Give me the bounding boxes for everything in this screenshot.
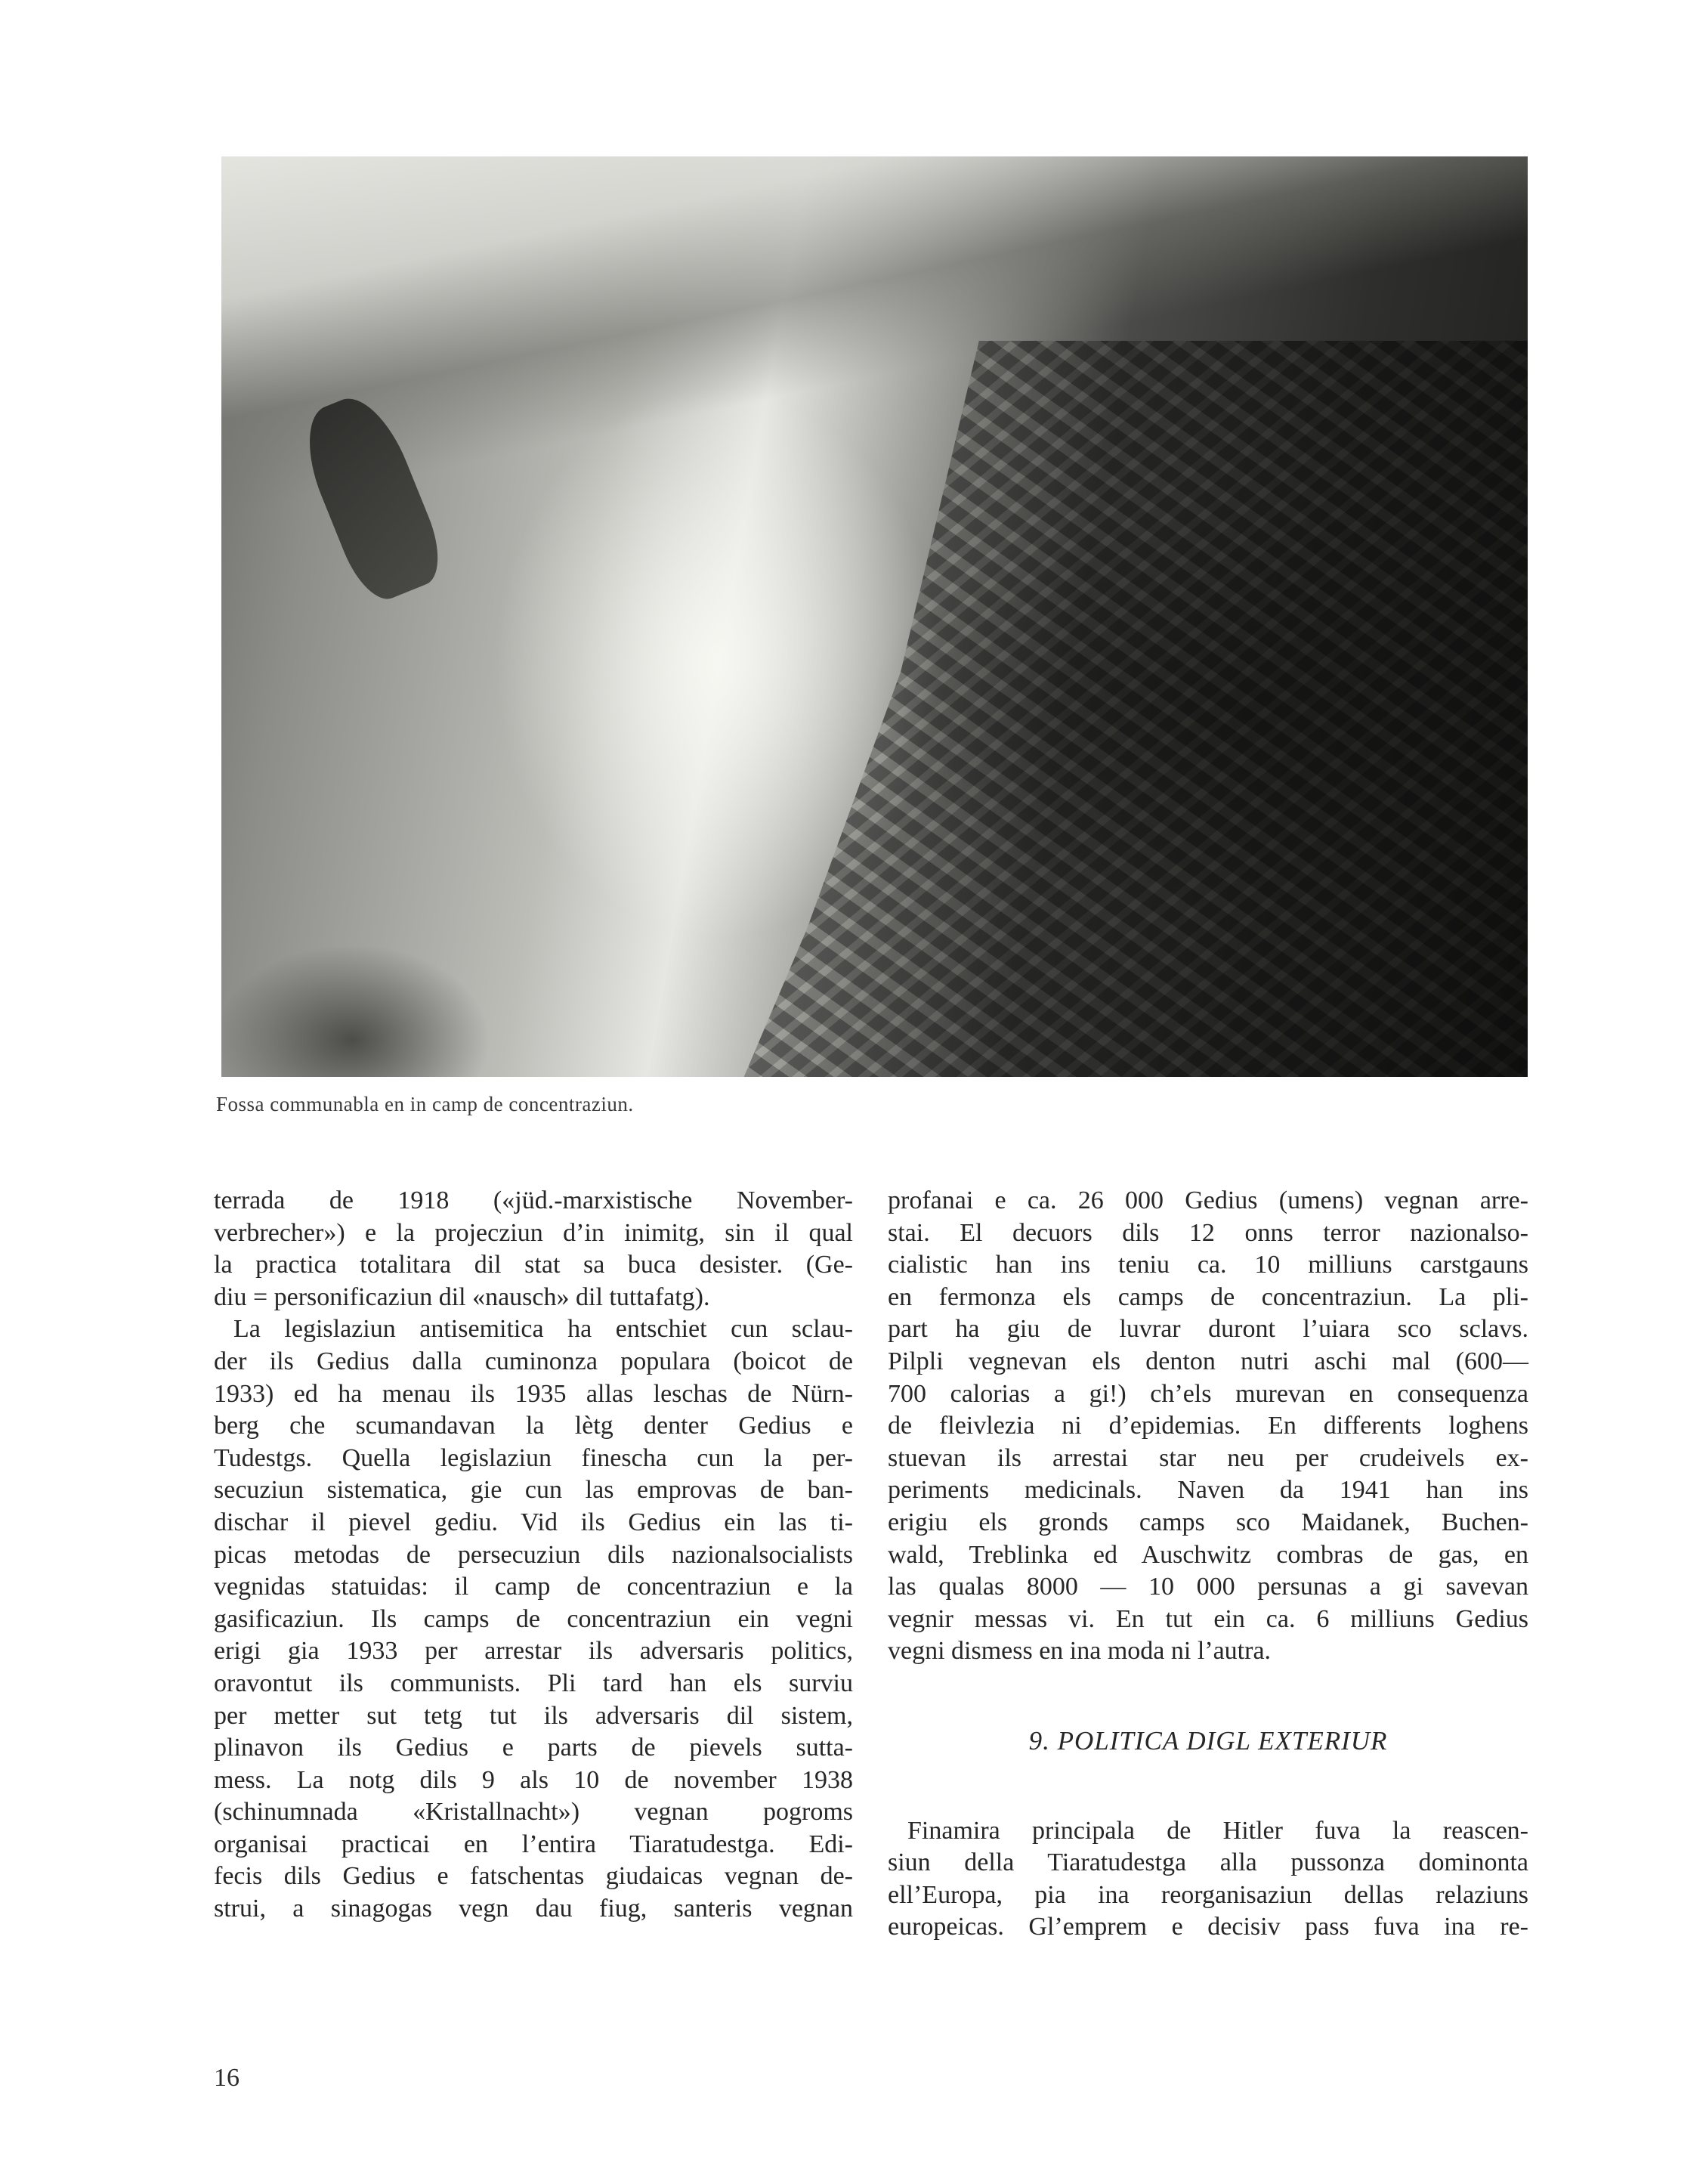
text-line: vegnir messas vi. En tut ein ca. 6 milliuns Gedius <box>888 1604 1528 1633</box>
text-line: siun della Tiaratudestga alla pussonza dominonta <box>888 1848 1528 1877</box>
text-line: per metter sut tetg tut ils adversaris dil sistem, <box>214 1701 853 1730</box>
text-line: dischar il pievel gediu. Vid ils Gedius ein las ti- <box>214 1508 853 1536</box>
text-line: erigiu els gronds camps sco Maidanek, Buchen- <box>888 1508 1528 1536</box>
text-line: fecis dils Gedius e fatschentas giudaicas vegnan de- <box>214 1862 853 1891</box>
left-text-column <box>214 1185 853 1926</box>
text-line: en fermonza els camps de concentraziun. La pli- <box>888 1282 1528 1311</box>
text-line: profanai e ca. 26 000 Gedius (umens) vegnan arre- <box>888 1186 1528 1214</box>
text-line: vegnidas statuidas: il camp de concentraziun e la <box>214 1573 853 1601</box>
text-line: verbrecher») e la projecziun d’in inimitg, sin il qual <box>214 1218 853 1247</box>
text-line: periments medicinals. Naven da 1941 han ins <box>888 1476 1528 1505</box>
mass-grave-photograph <box>221 156 1528 1077</box>
text-line: 1933) ed ha menau ils 1935 allas leschas de Nürn- <box>214 1379 853 1408</box>
text-line: organisai practicai en l’entira Tiaratudestga. Edi- <box>214 1830 853 1858</box>
text-line: Pilpli vegnevan els denton nutri aschi mal (600— <box>888 1347 1528 1375</box>
text-line: der ils Gedius dalla cuminonza populara (boicot de <box>214 1347 853 1375</box>
right-text-column <box>888 1185 1528 1944</box>
text-line: ell’Europa, pia ina reorganisaziun dellas relaziuns <box>888 1880 1528 1909</box>
text-line: europeicas. Gl’emprem e decisiv pass fuva ina re- <box>888 1913 1528 1941</box>
text-line: diu = personificaziun dil «nausch» dil tuttafatg). <box>214 1282 710 1311</box>
text-line: terrada de 1918 («jüd.-marxistische November- <box>214 1186 853 1214</box>
text-line: part ha giu de luvrar duront l’uiara sco sclavs. <box>888 1315 1528 1344</box>
figure-caption: Fossa communabla en in camp de concentraziun. <box>216 1093 634 1115</box>
paragraph-start-line: La legislaziun antisemitica ha entschiet cun sclau- <box>233 1315 853 1344</box>
page-number: 16 <box>214 2064 240 2092</box>
text-line: Tudestgs. Quella legislaziun finescha cun la per- <box>214 1443 853 1472</box>
text-line: gasificaziun. Ils camps de concentraziun ein vegni <box>214 1604 853 1633</box>
text-line: mess. La notg dils 9 als 10 de november 1938 <box>214 1765 853 1794</box>
text-line: vegni dismess en ina moda ni l’autra. <box>888 1637 1272 1666</box>
text-line: wald, Treblinka ed Auschwitz combras de gas, en <box>888 1540 1528 1569</box>
text-line: erigi gia 1933 per arrestar ils adversaris politics, <box>214 1637 853 1666</box>
section-heading: 9. POLITICA DIGL EXTERIUR <box>1028 1725 1388 1756</box>
text-line: oravontut ils communists. Pli tard han els surviu <box>214 1669 853 1697</box>
text-line: (schinumnada «Kristallnacht») vegnan pogroms <box>214 1798 853 1827</box>
text-line: picas metodas de persecuziun dils nazionalsocialists <box>214 1540 853 1569</box>
text-line: las qualas 8000 — 10 000 persunas a gi savevan <box>888 1573 1528 1601</box>
text-line: la practica totalitara dil stat sa buca desister. (Ge- <box>214 1251 853 1279</box>
text-line: berg che scumandavan la lètg denter Gedius e <box>214 1412 853 1440</box>
text-line: 700 calorias a gi!) ch’els murevan en consequenza <box>888 1379 1528 1408</box>
text-line: secuziun sistematica, gie cun las emprovas de ban- <box>214 1476 853 1505</box>
text-line: plinavon ils Gedius e parts de pievels sutta- <box>214 1734 853 1762</box>
text-line: cialistic han ins teniu ca. 10 milliuns carstgauns <box>888 1251 1528 1279</box>
text-line: stai. El decuors dils 12 onns terror nazionalso- <box>888 1218 1528 1247</box>
paragraph-start-line: Finamira principala de Hitler fuva la reascen- <box>907 1816 1528 1845</box>
text-line: strui, a sinagogas vegn dau fiug, santeris vegnan <box>214 1895 853 1923</box>
text-line: stuevan ils arrestai star neu per crudeivels ex- <box>888 1443 1528 1472</box>
text-line: de fleivlezia ni d’epidemias. En differents loghens <box>888 1412 1528 1440</box>
